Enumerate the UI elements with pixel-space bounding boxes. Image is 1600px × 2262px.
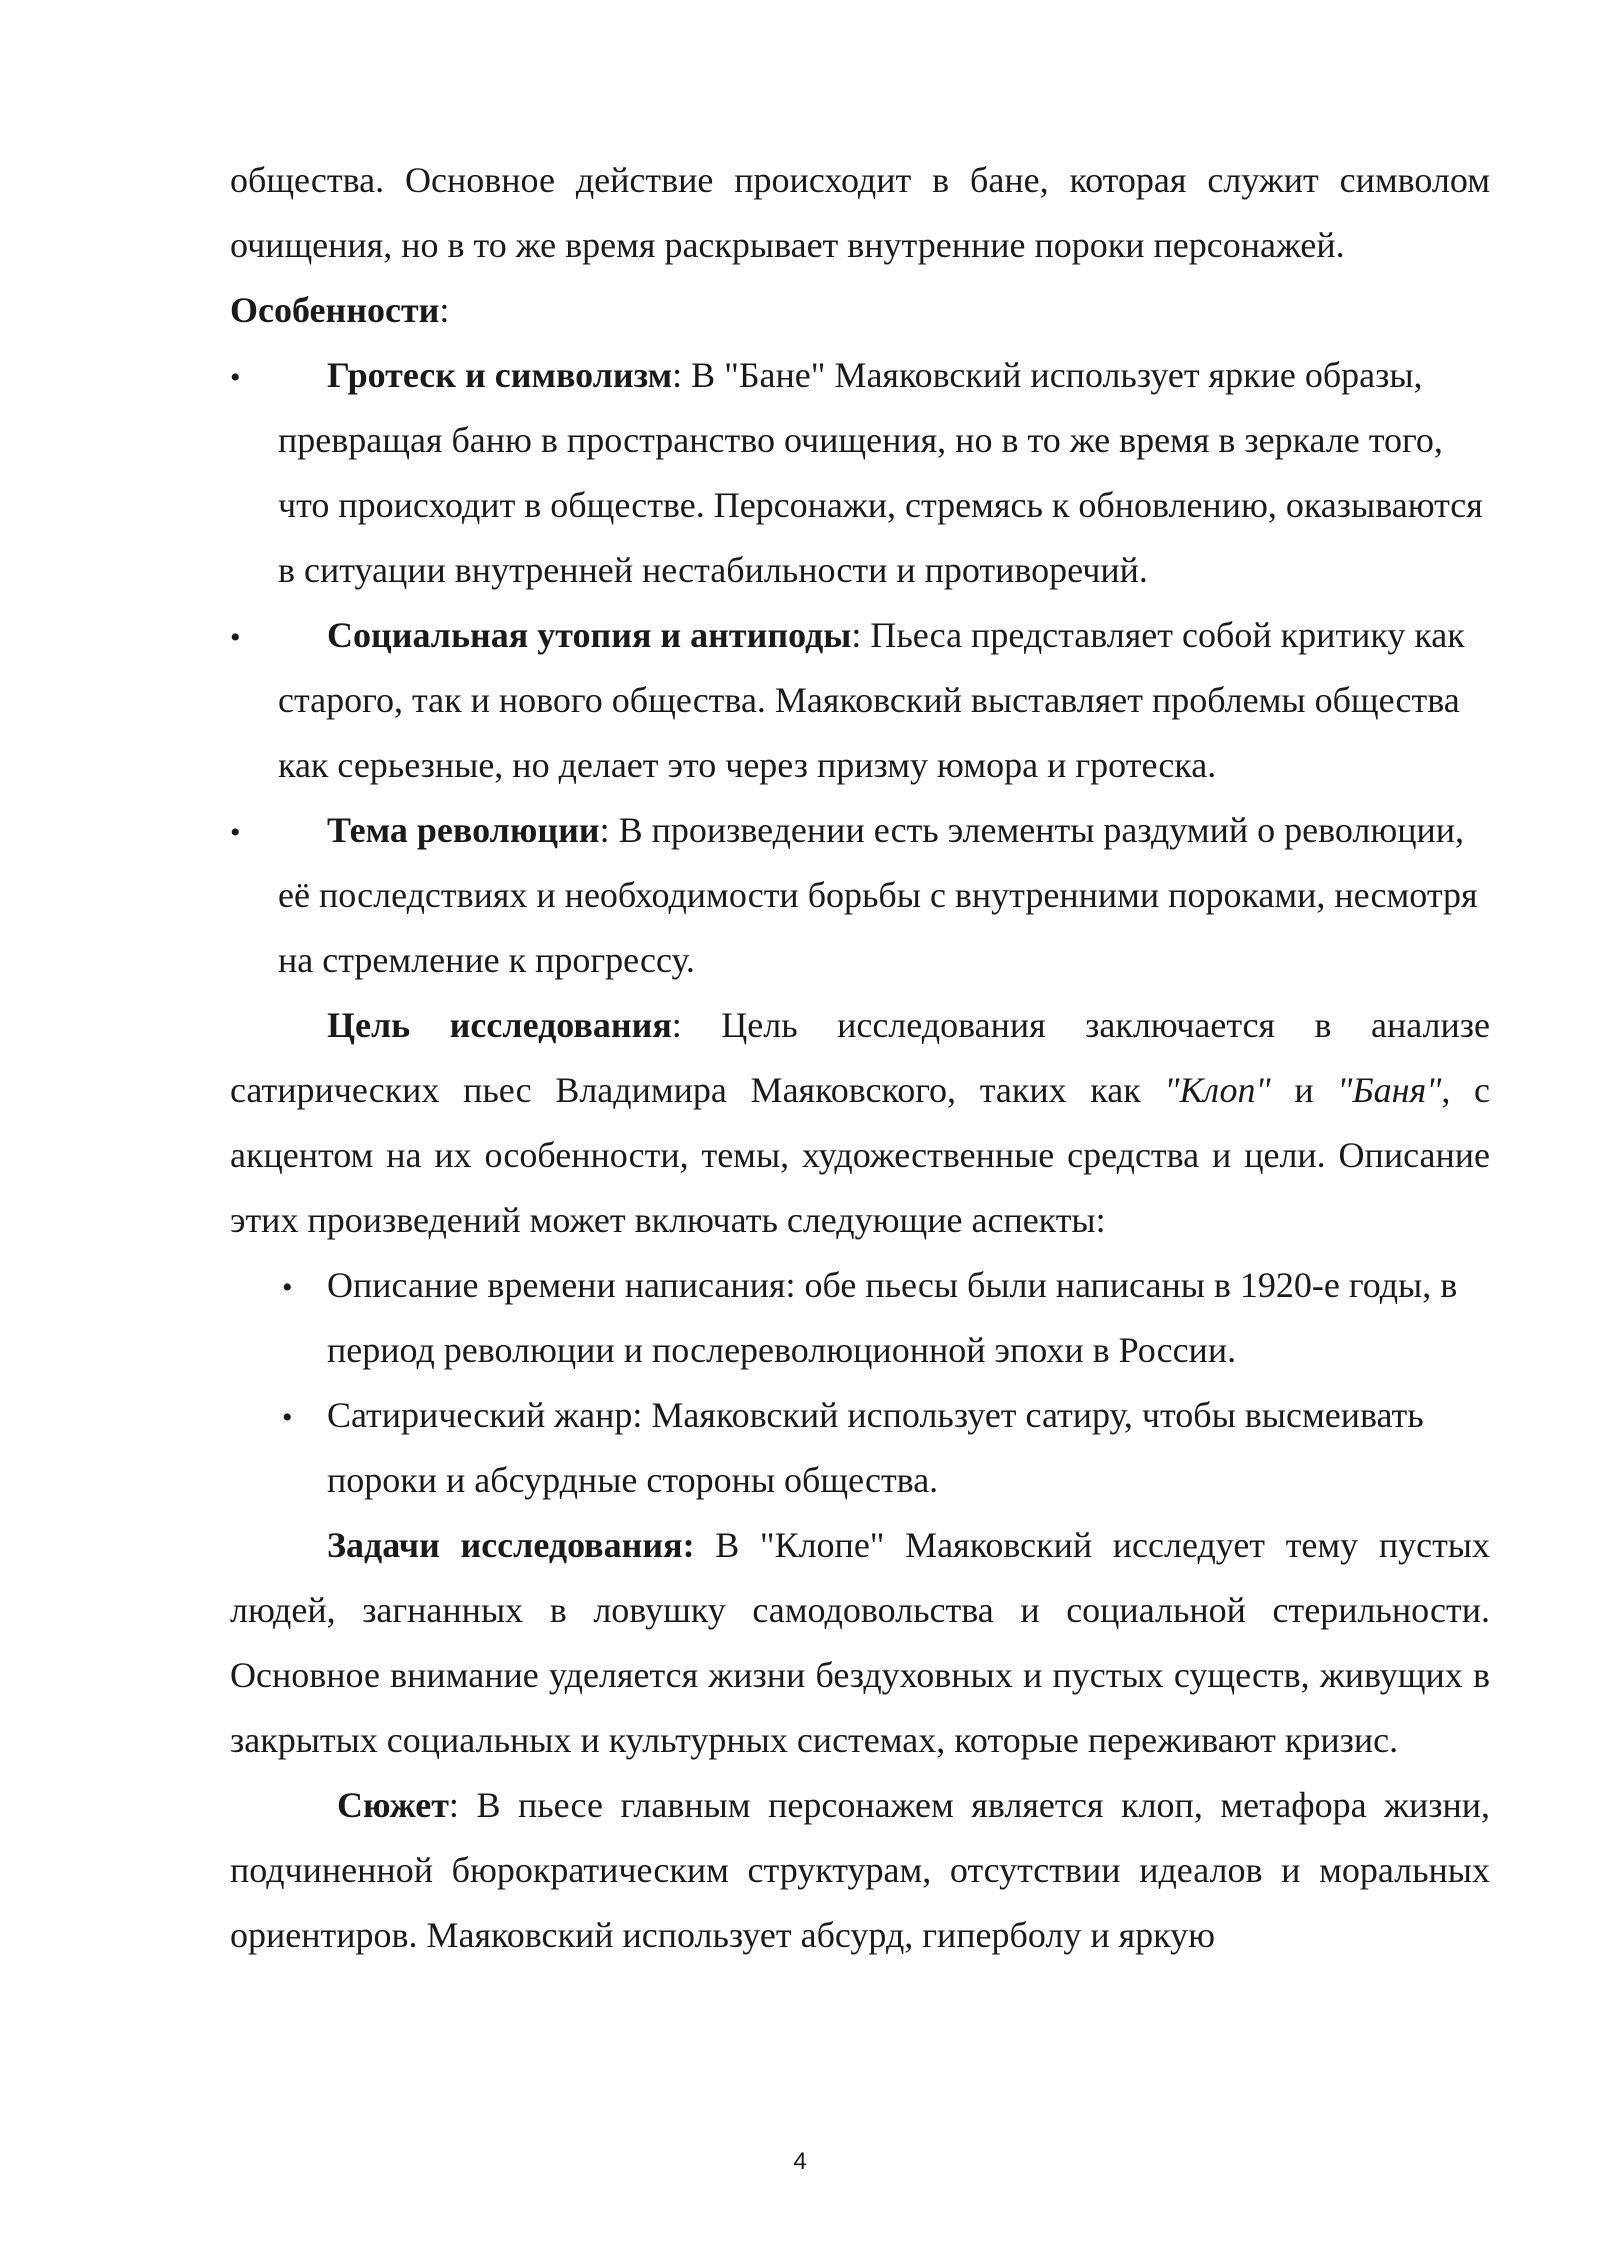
features-colon: : xyxy=(439,290,450,330)
list-item xyxy=(230,603,1490,798)
paragraph-intro: общества. Основное действие происходит в бане, которая служит символом очищения, но в то же время раскрывает внутренние пороки персонажей. xyxy=(230,160,1490,265)
features-heading-line xyxy=(230,278,1490,343)
goal-title-banya: "Баня" xyxy=(1337,1070,1442,1110)
list-item: • Описание времени написания: обе пьесы были написаны в 1920-е годы, в период революции и послереволюционной эпохи в России. xyxy=(230,1253,1490,1383)
paragraph-tasks xyxy=(230,1513,1490,1773)
goal-term: Цель исследования xyxy=(327,1005,672,1045)
tasks-text: В "Клопе" Маяковский исследует тему пустых людей, загнанных в ловушку самодовольства и социальной стерильности. Основное внимание уделяется жизни бездуховных и пустых существ, живущих в закрытых социальных и культурных системах, которые переживают кризис. xyxy=(230,1525,1490,1760)
paragraph-goal xyxy=(230,993,1490,1253)
tasks-term: Задачи исследования: xyxy=(327,1525,695,1565)
aspects-list xyxy=(230,1253,1490,1513)
plot-text: : В пьесе главным персонажем является клоп, метафора жизни, подчиненной бюрократическим структурам, отсутствии идеалов и моральных ориентиров. Маяковский использует абсурд, гиперболу и яркую xyxy=(230,1785,1490,1955)
goal-text-after: , с акцентом на их особенности, темы, художественные средства и цели. Описание этих произведений может включать следующие аспекты: xyxy=(230,1070,1490,1240)
features-list xyxy=(230,343,1490,993)
list-item xyxy=(230,343,1490,603)
feature-text: : В "Бане" Маяковский использует яркие образы, превращая баню в пространство очищения, но в то же время в зеркале того, что происходит в обществе. Персонажи, стремясь к обновлению, оказываются в ситуации внутренней нестабильности и противоречий. xyxy=(278,355,1483,590)
list-item: • Сатирический жанр: Маяковский использует сатиру, чтобы высмеивать пороки и абсурдные стороны общества. xyxy=(230,1383,1490,1513)
goal-title-klop: "Клоп" xyxy=(1164,1070,1271,1110)
feature-term: Социальная утопия и антиподы xyxy=(327,615,852,655)
feature-text: : В произведении есть элементы раздумий о революции, её последствиях и необходимости борьбы с внутренними пороками, несмотря на стремление к прогрессу. xyxy=(278,810,1478,980)
list-item xyxy=(230,798,1490,993)
plot-term: Сюжет xyxy=(337,1785,449,1825)
feature-term: Тема революции xyxy=(327,810,600,850)
paragraph-plot xyxy=(230,1773,1490,1968)
feature-text: : Пьеса представляет собой критику как старого, так и нового общества. Маяковский выставляет проблемы общества как серьезные, но делает это через призму юмора и гротеска. xyxy=(278,615,1465,785)
feature-term: Гротеск и символизм xyxy=(327,355,673,395)
goal-text-before: : Цель исследования заключается в анализе сатирических пьес Владимира Маяковского, таких как xyxy=(230,1005,1490,1110)
page-body xyxy=(230,148,1490,1968)
page-number: 4 xyxy=(793,2148,807,2175)
features-heading: Особенности xyxy=(230,290,440,330)
goal-and: и xyxy=(1270,1070,1338,1110)
